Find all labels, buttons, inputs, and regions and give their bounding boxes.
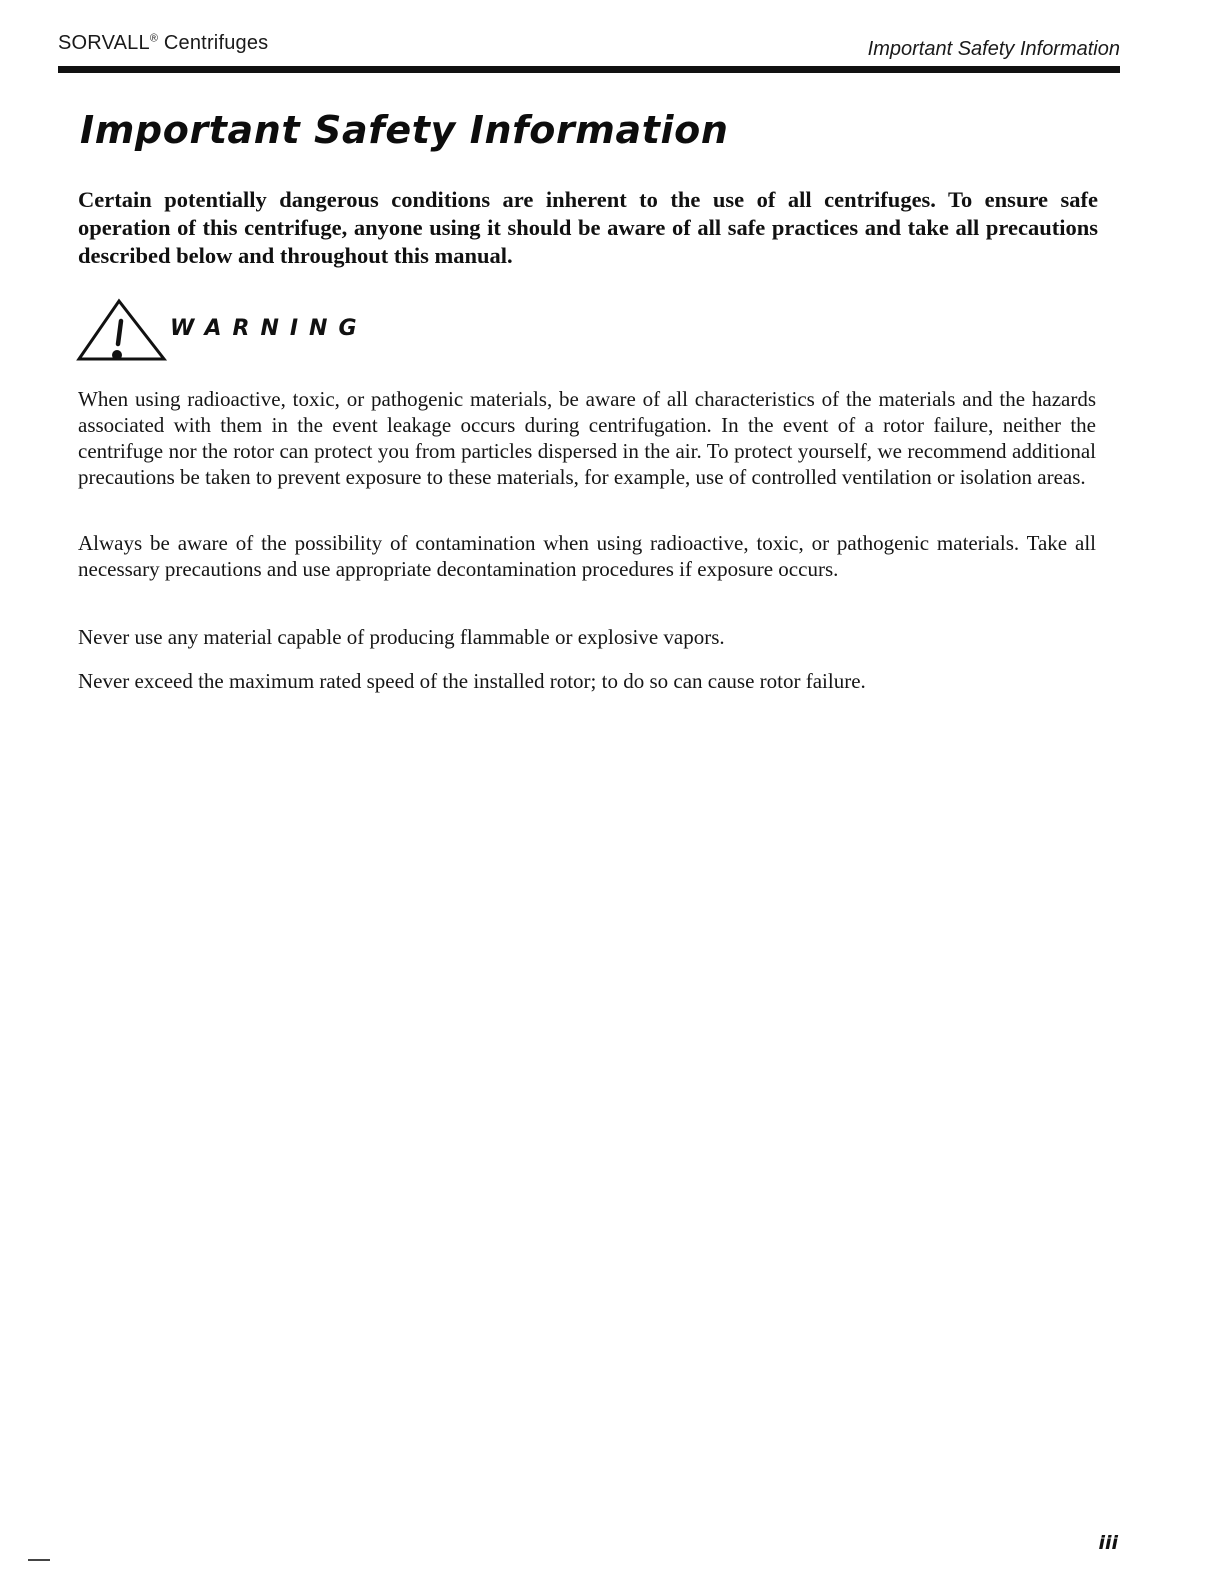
header-product-name [58,32,268,55]
registered-mark: ® [149,32,159,45]
warning-paragraph-speed: Never exceed the maximum rated speed of the installed rotor; to do so can cause rotor failure. [78,669,866,693]
intro-paragraph: Certain potentially dangerous conditions are inherent to the use of all centrifuges. To ensure safe operation of this centrifuge, anyone using it should be aware of all safe practices and take all precautions described below and throughout this manual. [78,187,1098,268]
header-brand: SORVALL [58,32,150,54]
page-title: Important Safety Information [80,108,729,152]
warning-paragraph-flammable: Never use any material capable of producing flammable or explosive vapors. [78,625,725,649]
warning-label: WARNING [170,316,368,341]
running-header [58,30,1120,60]
footer-mark [28,1559,50,1561]
warning-paragraph-materials: When using radioactive, toxic, or pathogenic materials, be aware of all characteristics of the materials and the hazards associated with them in the event leakage occurs during centrifugation. In the event of a rotor failure, neither the centrifuge nor the rotor can protect you from particles dispersed in the air. To protect yourself, we recommend additional precautions be taken to prevent exposure to these materials, for example, use of controlled ventilation or isolation areas. [78,387,1096,489]
header-rule [58,66,1120,73]
page-number: iii [1098,1532,1118,1554]
warning-heading [76,296,476,368]
warning-paragraph-contamination: Always be aware of the possibility of contamination when using radioactive, toxic, or pathogenic materials. Take all necessary precautions and use appropriate decontamination procedures if exposure occurs. [78,531,1096,581]
header-section-title: Important Safety Information [867,38,1120,60]
header-product: Centrifuges [158,32,269,54]
warning-triangle-icon [76,296,168,368]
